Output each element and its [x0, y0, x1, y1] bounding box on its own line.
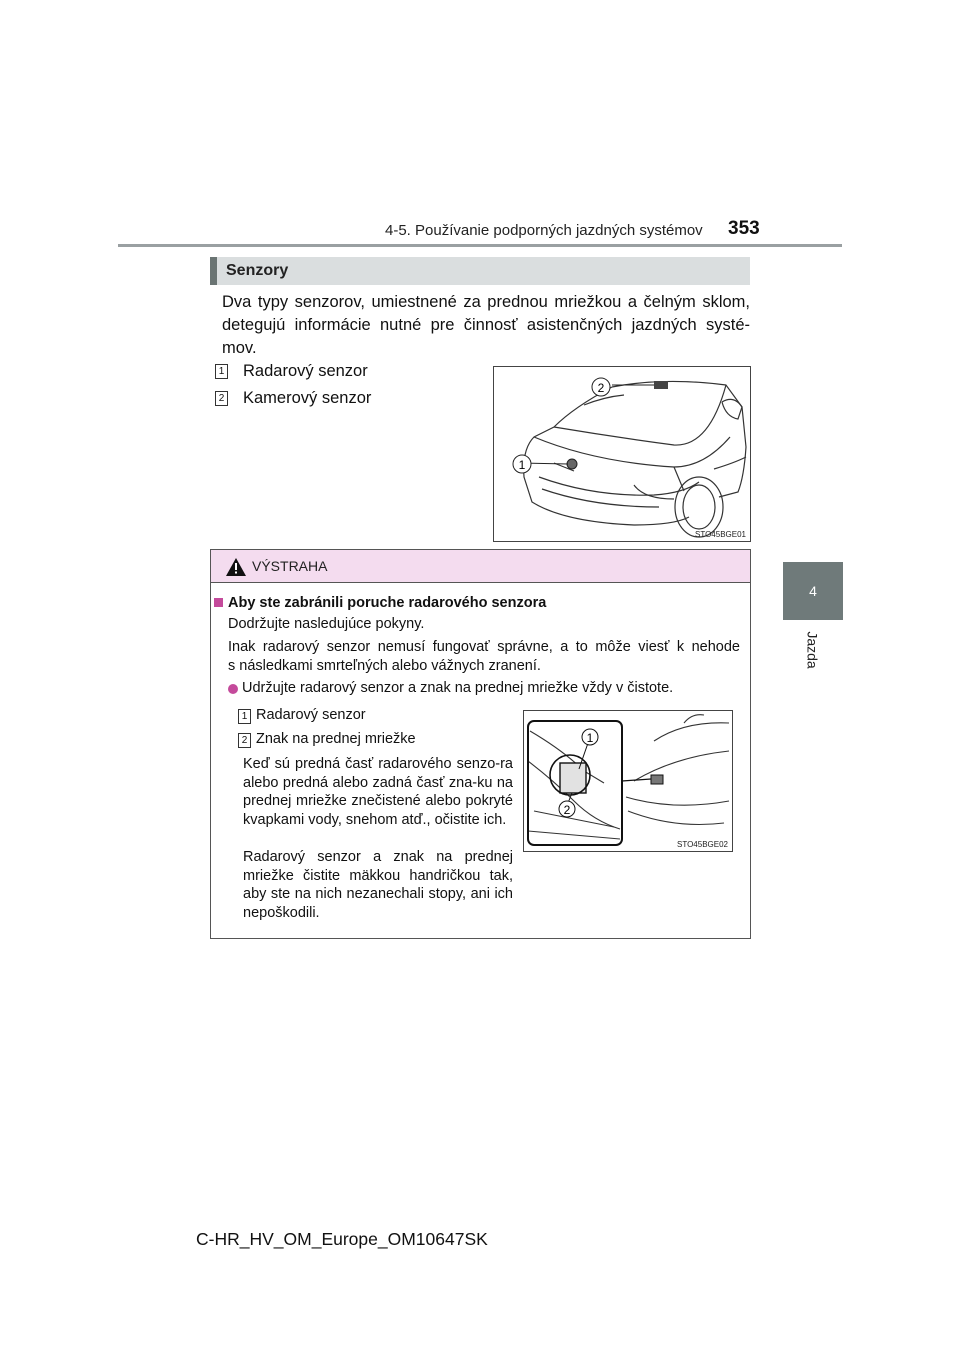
- item-number-badge: 2: [238, 733, 251, 748]
- grille-emblem-drawing: [524, 711, 732, 851]
- page-number: 353: [728, 218, 760, 239]
- warning-title: VÝSTRAHA: [252, 558, 328, 574]
- warning-heading: Aby ste zabránili poruche radarového senzora: [228, 595, 547, 611]
- item-label-radar: Radarový senzor: [243, 362, 368, 380]
- warning-item-radar: Radarový senzor: [256, 707, 366, 723]
- callout-1: 1: [586, 731, 594, 745]
- header-rule: [118, 244, 842, 247]
- item-number-badge: 1: [215, 364, 228, 379]
- section-heading-bar: [210, 257, 750, 285]
- figure-code: STO45BGE01: [695, 530, 746, 539]
- warning-bullet: Udržujte radarový senzor a znak na prednej mriežke vždy v čistote.: [242, 680, 674, 696]
- callout-2: 2: [563, 803, 571, 817]
- warning-line2a: Inak radarový senzor nemusí fungovať správne, a to môže viesť k nehode: [228, 639, 740, 655]
- chapter-tab: [783, 562, 843, 620]
- running-header-section: 4-5. Používanie podporných jazdných systémov: [385, 222, 703, 239]
- car-front-drawing: [494, 367, 750, 541]
- section-title: Senzory: [226, 262, 289, 279]
- section-intro: Dva typy senzorov, umiestnené za prednou mriežkou a čelným sklom, detegujú informácie nutné pre činnosť asistenčných jazdných systé-mov.: [222, 293, 750, 357]
- warning-line2b: s následkami smrteľných alebo vážnych zranení.: [228, 658, 541, 674]
- document-code-footer: C-HR_HV_OM_Europe_OM10647SK: [196, 1229, 488, 1249]
- warning-paragraph-1: Keď sú predná časť radarového senzo-ra alebo predná alebo zadná časť zna-ku na prednej mriežke znečistené alebo pokryté kvapkami vody, snehom atď., očistite ich.: [243, 756, 513, 828]
- grille-emblem-illustration: [523, 710, 733, 852]
- figure-code: STO45BGE02: [677, 840, 728, 849]
- chapter-label: Jazda: [804, 631, 821, 669]
- round-bullet-icon: [228, 684, 238, 694]
- warning-triangle-icon: [226, 558, 246, 581]
- section-heading-accent: [210, 257, 217, 285]
- item-number-badge: 2: [215, 391, 228, 406]
- warning-paragraph-2: Radarový senzor a znak na prednej mriežke čistite mäkkou handričkou tak, aby ste na nich nezanechali stopy, ani ich nepoškodili.: [243, 849, 513, 921]
- callout-2: 2: [597, 381, 605, 395]
- chapter-number: 4: [809, 583, 817, 599]
- item-label-camera: Kamerový senzor: [243, 389, 372, 407]
- callout-1: 1: [518, 458, 526, 472]
- warning-item-emblem: Znak na prednej mriežke: [256, 731, 416, 747]
- car-front-illustration: [493, 366, 751, 542]
- warning-line1: Dodržujte nasledujúce pokyny.: [228, 616, 425, 632]
- item-number-badge: 1: [238, 709, 251, 724]
- square-bullet-icon: [214, 598, 223, 607]
